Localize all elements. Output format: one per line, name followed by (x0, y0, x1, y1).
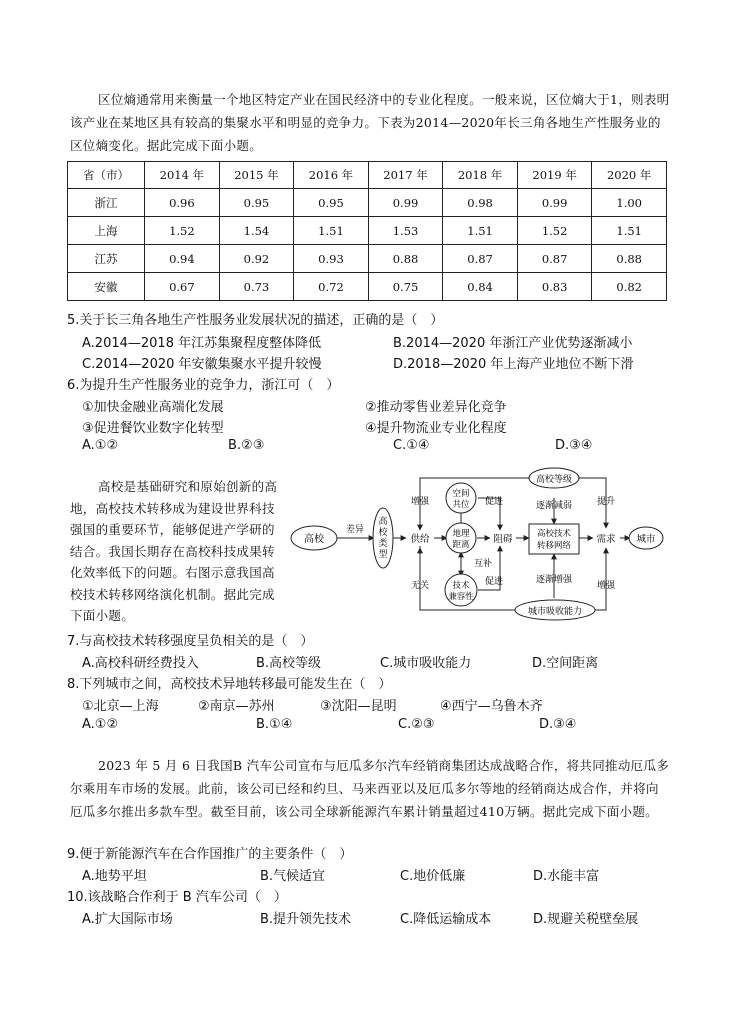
table-cell: 上海 (68, 217, 145, 245)
table-cell: 0.95 (219, 189, 294, 217)
question-5-option-b[interactable]: B.2014—2020 年浙江产业优势逐渐减小 (393, 336, 633, 351)
table-cell: 1.53 (368, 217, 443, 245)
question-6-option-c[interactable]: C.①④ (393, 438, 430, 453)
university-type-char-4: 型 (378, 550, 388, 560)
table-cell: 0.67 (145, 273, 220, 301)
table-cell: 0.95 (294, 189, 369, 217)
intro-paragraph-1: 区位熵通常用来衡量一个地区特定产业在国民经济中的专业化程度。一般来说，区位熵大于1，则表明该产业在某地区具有较高的集聚水平和明显的竞争力。下表为2014—2020年长三角各地生产性服务业的区位熵变化。据此完成下面小题。 (70, 92, 670, 153)
university-label: 高校 (304, 534, 324, 545)
table-cell: 1.52 (517, 217, 592, 245)
unrelated-label: 无关 (410, 581, 430, 591)
strengthen-label: 逐渐增强 (535, 575, 573, 585)
question-5-option-d[interactable]: D.2018—2020 年上海产业地位不断下滑 (393, 357, 634, 372)
question-8-item-2: ②南京—苏州 (198, 699, 275, 714)
spatial-colocation-line1: 空间 (452, 489, 470, 499)
table-cell: 0.73 (219, 273, 294, 301)
table-cell: 0.99 (368, 189, 443, 217)
question-8-option-c[interactable]: C.②③ (398, 717, 435, 732)
question-10-option-d[interactable]: D.规避关税壁垒展 (533, 912, 639, 927)
table-header-cell: 2015 年 (219, 162, 294, 189)
question-8-option-a[interactable]: A.①② (82, 717, 119, 732)
table-cell: 0.96 (145, 189, 220, 217)
university-type-char-2: 校 (378, 528, 388, 538)
table-header-cell: 2020 年 (592, 162, 667, 189)
question-6-option-b[interactable]: B.②③ (228, 438, 265, 453)
table-cell: 0.84 (443, 273, 518, 301)
table-row (68, 217, 667, 245)
location-quotient-table (67, 161, 667, 301)
question-6-item-3: ③促进餐饮业数字化转型 (82, 421, 224, 436)
complement-label: 互补 (474, 559, 493, 569)
table-cell: 安徽 (68, 273, 145, 301)
city-label: 城市 (636, 534, 656, 545)
table-cell: 0.72 (294, 273, 369, 301)
technology-compatibility-line2: 兼容性 (448, 592, 474, 602)
table-header-cell: 省（市） (68, 162, 145, 189)
table-cell: 0.87 (517, 245, 592, 273)
weaken-label: 逐渐减弱 (535, 501, 573, 511)
table-cell: 0.88 (592, 245, 667, 273)
enhance-left-label: 增强 (410, 497, 430, 507)
table-header-cell: 2019 年 (517, 162, 592, 189)
table-cell: 1.51 (443, 217, 518, 245)
improve-label: 提升 (596, 497, 616, 507)
table-cell: 0.99 (517, 189, 592, 217)
table-cell: 0.94 (145, 245, 220, 273)
transfer-network-line1: 高校技术 (536, 529, 572, 539)
table-header-cell: 2016 年 (294, 162, 369, 189)
table-cell: 0.87 (443, 245, 518, 273)
table-cell: 1.52 (145, 217, 220, 245)
table-header-cell: 2014 年 (145, 162, 220, 189)
table-cell: 浙江 (68, 189, 145, 217)
question-9-option-d[interactable]: D.水能丰富 (533, 869, 600, 884)
university-grade-label: 高校等级 (535, 475, 573, 485)
question-7-option-b[interactable]: B.高校等级 (256, 656, 322, 671)
question-8-item-1: ①北京—上海 (82, 699, 159, 714)
table-header-cell: 2017 年 (368, 162, 443, 189)
question-7-option-d[interactable]: D.空间距离 (532, 656, 599, 671)
question-6-option-d[interactable]: D.③④ (555, 438, 593, 453)
technology-transfer-diagram (288, 458, 668, 624)
table-header-cell: 2018 年 (443, 162, 518, 189)
table-row (68, 273, 667, 301)
question-5-option-a[interactable]: A.2014—2018 年江苏集聚程度整体降低 (82, 336, 322, 351)
question-8-item-3: ③沈阳—昆明 (320, 699, 397, 714)
university-type-char-3: 类 (378, 539, 388, 549)
intro-paragraph-2: 高校是基础研究和原始创新的高地，高校技术转移成为建设世界科技强国的重要环节，能够促进产学研的结合。我国长期存在高校科技成果转化效率低下的问题。右图示意我国高校技术转移网络演化机制。据此完成下面小题。 (70, 479, 278, 623)
question-9-option-b[interactable]: B.气候适宜 (260, 869, 326, 884)
question-9-option-c[interactable]: C.地价低廉 (400, 869, 466, 884)
supply-label: 供给 (410, 534, 430, 545)
table-row (68, 245, 667, 273)
technology-compatibility-line1: 技术 (452, 581, 470, 591)
table-cell: 江苏 (68, 245, 145, 273)
table-cell: 1.00 (592, 189, 667, 217)
question-8-item-4: ④西宁—乌鲁木齐 (440, 699, 543, 714)
question-6-item-2: ②推动零售业差异化竞争 (365, 400, 507, 415)
university-type-char-1: 高 (378, 517, 388, 527)
table-header-row (68, 162, 667, 189)
table-row (68, 189, 667, 217)
question-5-option-c[interactable]: C.2014—2020 年安徽集聚水平提升较慢 (82, 357, 322, 372)
question-10-stem: 10.该战略合作利于 B 汽车公司（ ） (67, 890, 287, 905)
question-7-option-a[interactable]: A.高校科研经费投入 (82, 656, 199, 671)
question-8-option-d[interactable]: D.③④ (539, 717, 577, 732)
table-cell: 0.98 (443, 189, 518, 217)
question-8-option-b[interactable]: B.①④ (256, 717, 293, 732)
difference-label: 差异 (345, 525, 365, 535)
table-cell: 1.51 (294, 217, 369, 245)
question-9-stem: 9.便于新能源汽车在合作国推广的主要条件（ ） (67, 847, 353, 862)
intro-paragraph-3: 2023 年 5 月 6 日我国B 汽车公司宣布与厄瓜多尔汽车经销商集团达成战略合作，将共同推动厄瓜多尔乘用车市场的发展。此前，该公司已经和约旦、马来西亚以及厄瓜多尔等地的经销商达成合作，并将向厄瓜多尔推出多款车型。截至目前，该公司全球新能源汽车累计销量超过410万辆。据此完成下面小题。 (70, 758, 670, 819)
table-cell: 0.75 (368, 273, 443, 301)
table-cell: 1.51 (592, 217, 667, 245)
table-cell: 0.92 (219, 245, 294, 273)
question-5-stem: 5.关于长三角各地生产性服务业发展状况的描述，正确的是（ ） (67, 313, 444, 328)
question-10-option-b[interactable]: B.提升领先技术 (260, 912, 352, 927)
demand-label: 需求 (596, 534, 616, 545)
table-cell: 0.82 (592, 273, 667, 301)
question-6-option-a[interactable]: A.①② (82, 438, 119, 453)
spatial-colocation-line2: 共位 (452, 500, 470, 510)
promote-top-label: 促进 (484, 497, 504, 507)
question-7-option-c[interactable]: C.城市吸收能力 (380, 656, 472, 671)
question-9-option-a[interactable]: A.地势平坦 (82, 869, 147, 884)
question-8-stem: 8.下列城市之间，高校技术异地转移最可能发生在（ ） (67, 677, 392, 692)
geographic-distance-line1: 地理 (452, 529, 470, 539)
question-10-option-a[interactable]: A.扩大国际市场 (82, 912, 173, 927)
promote-bottom-label: 促进 (484, 577, 504, 587)
question-10-option-c[interactable]: C.降低运输成本 (400, 912, 492, 927)
question-7-stem: 7.与高校技术转移强度呈负相关的是（ ） (67, 634, 314, 649)
question-6-stem: 6.为提升生产性服务业的竞争力，浙江可（ ） (67, 378, 340, 393)
table-cell: 0.88 (368, 245, 443, 273)
table-cell: 0.93 (294, 245, 369, 273)
hinder-label: 阻碍 (493, 534, 513, 545)
city-absorption-label: 城市吸收能力 (527, 607, 583, 617)
question-6-item-4: ④提升物流业专业化程度 (365, 421, 507, 436)
geographic-distance-line2: 距离 (452, 540, 470, 550)
transfer-network-line2: 转移网络 (536, 541, 572, 551)
enhance-right-label: 增强 (596, 581, 616, 591)
table-cell: 1.54 (219, 217, 294, 245)
table-cell: 0.83 (517, 273, 592, 301)
question-6-item-1: ①加快金融业高端化发展 (82, 400, 224, 415)
